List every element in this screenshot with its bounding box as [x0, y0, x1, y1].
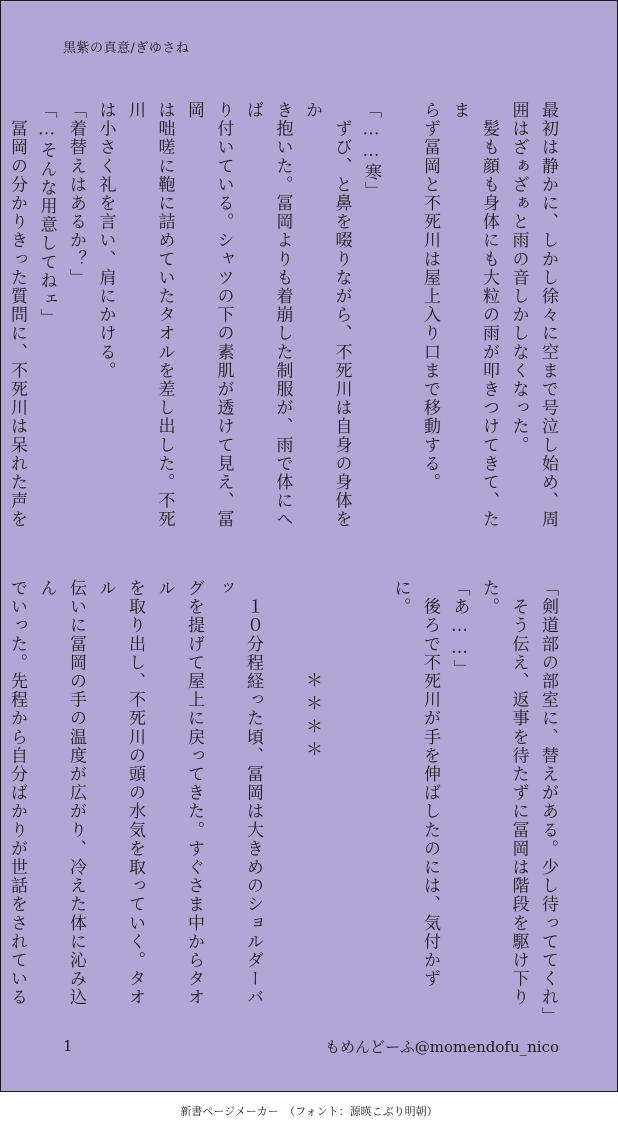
text-line: 「着替えはあるか？」: [66, 101, 86, 287]
text-line: そう伝え、返事を待たずに冨岡は階段を駆け下りた。: [479, 579, 529, 1007]
text-line: を取り出し、不死川の頭の水気を取っていく。タオル: [95, 579, 145, 1007]
text-block-bottom: [7, 579, 562, 1026]
text-line: 最初は静かに、しかし徐々に空まで号泣し始め、周: [538, 101, 558, 529]
generator-credit: 新書ページメーカー （フォント：源暎こぶり明朝）: [180, 1105, 438, 1118]
page-number: 1: [63, 1037, 73, 1055]
text-block-top: [7, 101, 562, 531]
text-line: [385, 101, 415, 531]
text-line: 囲はざぁざぁと雨の音しかしなくなった。: [508, 101, 529, 455]
text-line: でいった。先程から自分ばかりが世話をされている: [7, 579, 27, 1007]
text-line: き抱いた。冨岡よりも着崩した制服が、雨で体にへば: [243, 101, 293, 529]
text-line: らず冨岡と不死川は屋上入り口まで移動する。: [420, 101, 440, 492]
text-line: 「あ……」: [449, 579, 470, 678]
section-break: ＊＊＊＊: [302, 579, 322, 763]
author-credit: もめんどーふ@momendofu_nico: [325, 1038, 559, 1056]
text-line: [356, 579, 386, 1019]
text-line: グを提げて屋上に戻ってきた。すぐさま中からタオル: [154, 579, 204, 1007]
text-line: １０分程経った頃、冨岡は大きめのショルダーバッ: [213, 579, 263, 1007]
text-line: 伝いに冨岡の手の温度が広がり、冷えた体に沁み込ん: [36, 579, 86, 1007]
text-line: [326, 579, 356, 1019]
text-line: 「……寒」: [361, 101, 381, 200]
page-title: 黒紫の真意/ぎゆさね: [63, 41, 190, 56]
text-line: 冨岡の分かりきった質問に、不死川は呆れた声を: [7, 119, 27, 529]
text-line: り付いている。シャツの下の素肌が透けて見え、冨岡: [184, 101, 234, 529]
text-line: ずび、と鼻を啜りながら、不死川は自身の身体をか: [302, 101, 352, 529]
text-line: [267, 579, 297, 1019]
text-line: 「剣道部の部室に、替えがある。少し待っててくれ」: [538, 579, 558, 1026]
text-line: は咄嗟に鞄に詰めていたタオルを差し出した。不死川: [125, 101, 175, 529]
text-line: 「…そんな用意してねェ」: [36, 101, 57, 328]
text-line: 髪も顔も身体にも大粒の雨が叩きつけてきて、たま: [449, 101, 499, 529]
text-line: は小さく礼を言い、肩にかける。: [95, 101, 116, 380]
text-line: 後ろで不死川が手を伸ばしたのには、気付かずに。: [390, 579, 440, 989]
